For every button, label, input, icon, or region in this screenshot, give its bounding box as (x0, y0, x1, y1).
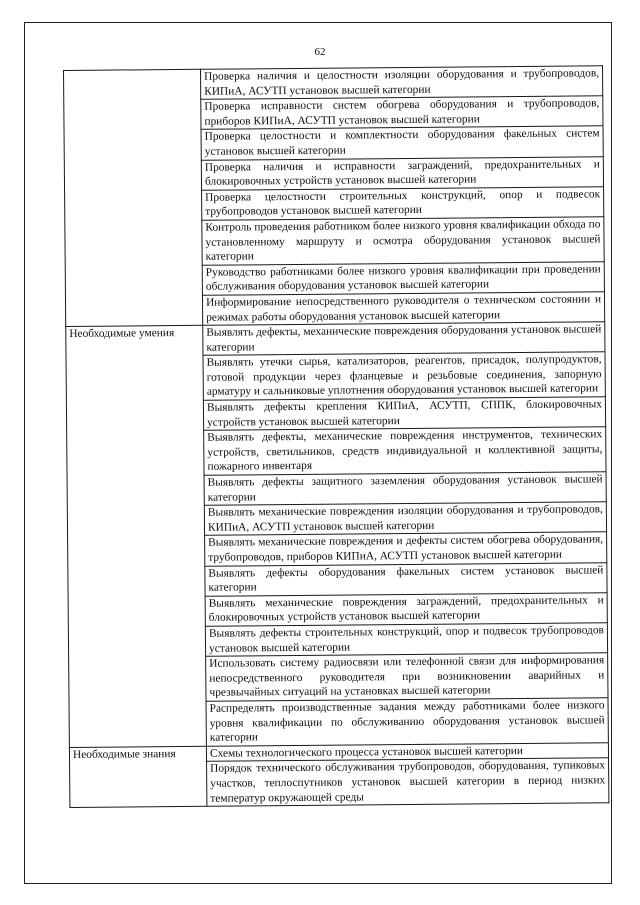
required-skills-item: Выявлять дефекты крепления КИПиА, АСУТП, СППК, блокировочных устройств установок высшей категории (203, 397, 605, 431)
required-skills-label: Необходимые умения (66, 325, 207, 747)
table-row (66, 322, 605, 357)
labor-actions-item: Проверка целостности и комплектности оборудования факельных систем установок высшей категории (201, 126, 603, 160)
required-skills-item: Выявлять утечки сырья, катализаторов, реагентов, присадок, полупродуктов, готовой продукции через фланцевые и резьбовые соединения, запорную арматуру и сальниковые уплотнения оборудования установок высшей категории (203, 352, 605, 400)
labor-actions-item: Проверка целостности строительных конструкций, опор и подвесок трубопроводов установок высшей категории (202, 187, 604, 221)
skills-table-body (64, 66, 609, 808)
labor-actions-item: Руководство работниками более низкого уровня квалификации при проведении обслуживания оборудования установок высшей категории (202, 262, 604, 296)
skills-table (63, 65, 609, 808)
labor-actions-label (64, 69, 203, 326)
required-skills-item: Выявлять дефекты оборудования факельных систем установок высшей категории (205, 562, 607, 596)
required-skills-item: Использовать систему радиосвязи или телефонной связи для информирования непосредственного руководителя при возникновении аварийных и чрезвычайных ситуаций на установках высшей категории (206, 653, 608, 701)
required-knowledge-item: Порядок технического обслуживания трубопроводов, оборудования, тупиковых участков, теплоспутников установок высшей категории в период низких температур окружающей среды (207, 758, 609, 806)
required-skills-item: Выявлять механические повреждения заграждений, предохранительных и блокировочных устройств установок высшей категории (205, 593, 607, 627)
required-skills-item: Распределять производственные задания между работниками более низкого уровня квалификации по обслуживанию оборудования установок высшей категории (206, 698, 608, 746)
labor-actions-item: Проверка наличия и исправности заграждений, предохранительных и блокировочных устройств установок высшей категории (201, 156, 603, 190)
labor-actions-item: Контроль проведения работником более низкого уровня квалификации обхода по установленному маршруту и осмотра оборудования установок высшей категории (202, 217, 604, 265)
labor-actions-item: Информирование непосредственного руководителя о техническом состоянии и режимах работы оборудования установок высшей категории (202, 292, 604, 326)
required-skills-item: Выявлять дефекты, механические повреждения оборудования установок высшей категории (203, 322, 605, 356)
required-knowledge-label: Необходимые знания (69, 746, 207, 808)
page-number: 62 (314, 46, 326, 58)
labor-actions-item: Проверка исправности систем обогрева оборудования и трубопроводов, приборов КИПиА, АСУТП установок высшей категории (201, 96, 603, 130)
labor-actions-item: Проверка наличия и целостности изоляции оборудования и трубопроводов, КИПиА, АСУТП установок высшей категории (200, 66, 602, 100)
required-skills-item: Выявлять механические повреждения и дефекты систем обогрева оборудования, трубопроводов, приборов КИПиА, АСУТП установок высшей категории (205, 532, 607, 566)
required-skills-item: Выявлять дефекты строительных конструкций, опор и подвесок трубопроводов установок высшей категории (205, 623, 607, 657)
required-knowledge-item: Схемы технологического процесса установок высшей категории (206, 742, 608, 761)
required-skills-item: Выявлять механические повреждения изоляции оборудования и трубопроводов, КИПиА, АСУТП установок высшей категории (204, 502, 606, 536)
required-skills-item: Выявлять дефекты, механические повреждения инструментов, технических устройств, светильников, средств индивидуальной и коллективной защиты, пожарного инвентаря (204, 427, 606, 475)
required-skills-item: Выявлять дефекты защитного заземления оборудования установок высшей категории (204, 472, 606, 506)
table-row (64, 66, 603, 101)
